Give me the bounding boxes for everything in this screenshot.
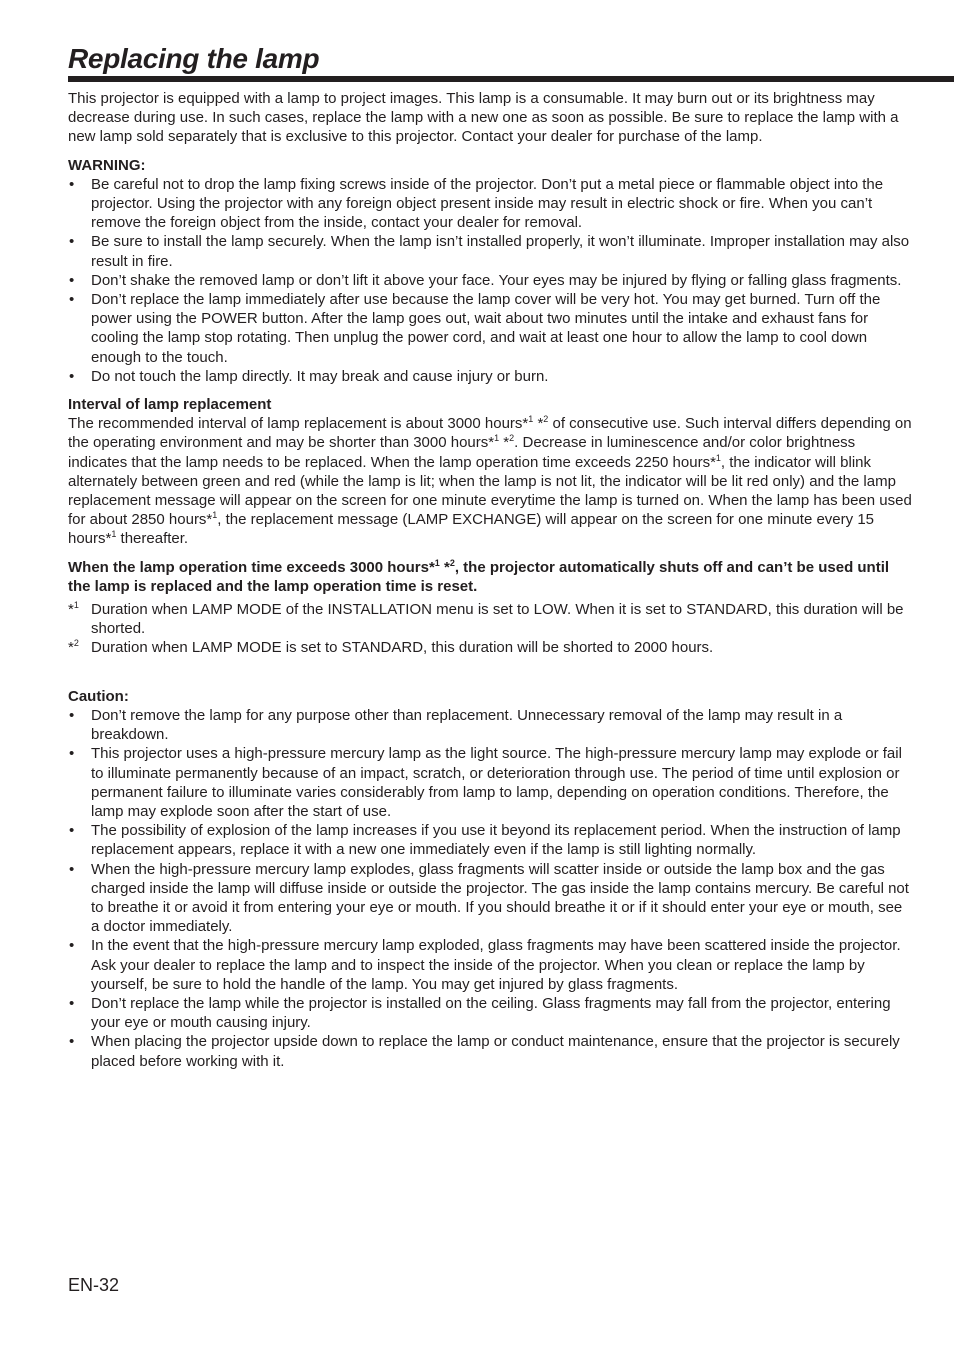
page-number: EN-32 — [68, 1275, 120, 1295]
caution-item: • Don’t remove the lamp for any purpose other than replacement. Unnecessary removal of the lamp may result in a breakdown. — [68, 706, 914, 744]
warning-list — [68, 175, 914, 386]
caution-list — [68, 706, 914, 1071]
footnote-ref: 1 — [212, 510, 218, 521]
interval-text: thereafter. — [116, 530, 189, 548]
footnote-ref: 1 — [434, 557, 440, 568]
warning-item: • Do not touch the lamp directly. It may break and cause injury or burn. — [68, 367, 914, 386]
footnote-number: 2 — [73, 638, 79, 649]
footnote-ref: 2 — [449, 557, 455, 568]
footnote-mark — [68, 600, 79, 619]
warning-item: • Be careful not to drop the lamp fixing screws inside of the projector. Don’t put a metal piece or flammable object into the projector. Using the projector with any foreign object present inside may result in electric shock or fire. When you can’t remove the foreign object from the inside, contact your dealer for removal. — [68, 175, 914, 233]
title-bar — [68, 42, 954, 82]
warning-heading: WARNING: — [68, 156, 146, 174]
interval-text: * — [533, 415, 544, 433]
shutoff-text: When the lamp operation time exceeds 3000 hours* — [68, 558, 435, 576]
caution-item: • This projector uses a high-pressure mercury lamp as the light source. The high-pressure mercury lamp may explode or fail to illuminate permanently because of an impact, scratch, or deterioration through use. The period of time until explosion or permanent failure to illuminate varies considerably from lamp to lamp, depending on operation conditions. Therefore, the lamp may explode soon after the start of use. — [68, 744, 914, 821]
footnote-asterisk: * — [68, 639, 74, 657]
footnote-asterisk: * — [68, 601, 74, 619]
footnote-ref: 1 — [494, 433, 500, 444]
footnote-ref: 2 — [543, 414, 549, 425]
footnote-ref: 1 — [111, 529, 117, 540]
caution-item: • The possibility of explosion of the lamp increases if you use it beyond its replacement period. When the instruction of lamp replacement appears, replace it with a new one immediately even if the lamp is still lighting normally. — [68, 821, 914, 859]
footnote-text: Duration when LAMP MODE of the INSTALLATION menu is set to LOW. When it is set to STANDARD, this duration will be shorted. — [91, 601, 904, 638]
shutoff-text: , the projector automatically shuts off and can’t be used until the lamp is replaced and the lamp operation time is reset. — [68, 558, 890, 595]
footnote-ref: 1 — [715, 452, 721, 463]
caution-heading: Caution: — [68, 687, 129, 705]
warning-item: • Be sure to install the lamp securely. When the lamp isn’t installed properly, it won’t illuminate. Improper installation may also result in fire. — [68, 232, 914, 270]
caution-item: • In the event that the high-pressure mercury lamp exploded, glass fragments may have been scattered inside the projector. Ask your dealer to replace the lamp and to inspect the inside of the projector. When you clean or replace the lamp by yourself, be sure to hold the handle of the lamp. You may get injured by glass fragments. — [68, 936, 914, 994]
caution-item: • When the high-pressure mercury lamp explodes, glass fragments will scatter inside or outside the lamp box and the gas charged inside the lamp will diffuse inside or outside the projector. The gas inside the lamp contains mercury. Be careful not to breathe it or avoid it from entering your eye or mouth. If you should breathe it or if it should enter your eye or mouth, see a doctor immediately. — [68, 860, 914, 937]
footnote — [68, 638, 914, 657]
footnote-ref: 1 — [528, 414, 534, 425]
footnote-number: 1 — [73, 600, 79, 611]
footnote — [68, 600, 914, 638]
interval-heading: Interval of lamp replacement — [68, 396, 272, 414]
interval-text: . Decrease in luminescence and/or color brightness indicates that the lamp needs to be replaced. When the lamp operation time exceeds 2250 hours* — [68, 434, 856, 471]
interval-text: , the indicator will blink alternately between green and red (while the lamp is lit; when the lamp is not lit, the indicator will be lit red only) and the lamp replacement message will appear on the screen for one minute everytime the lamp is turned on. When the lamp has been used for about 2850 hours* — [68, 453, 912, 529]
interval-text: of consecutive use. Such interval differs depending on the operating environment and may be shorter than 3000 hours* — [68, 415, 912, 452]
intro-paragraph: This projector is equipped with a lamp to project images. This lamp is a consumable. It may burn out or its brightness may decrease during use. In such cases, replace the lamp with a new one as soon as possible. Be sure to replace the lamp with a new lamp sold separately that is exclusive to this projector. Contact your dealer for purchase of the lamp. — [68, 90, 899, 146]
footnote-mark — [68, 638, 79, 657]
page-title: Replacing the lamp — [68, 43, 320, 74]
warning-item: • Don’t replace the lamp immediately after use because the lamp cover will be very hot. You may get burned. Turn off the power using the POWER button. After the lamp goes out, wait about two minutes until the intake and exhaust fans for cooling the lamp stop rotating. Then unplug the power cord, and wait at least one hour to allow the lamp to cool down enough to the touch. — [68, 290, 914, 367]
warning-item: • Don’t shake the removed lamp or don’t lift it above your face. Your eyes may be injured by flying or falling glass fragments. — [68, 271, 914, 290]
caution-item: • Don’t replace the lamp while the projector is installed on the ceiling. Glass fragments may fall from the projector, entering your eye or mouth causing injury. — [68, 994, 914, 1032]
interval-text: The recommended interval of lamp replacement is about 3000 hours* — [68, 415, 529, 433]
interval-paragraph — [68, 414, 914, 548]
interval-text: * — [499, 434, 510, 452]
page-content — [68, 89, 914, 1071]
footnote-ref: 2 — [509, 433, 515, 444]
caution-item: • When placing the projector upside down to replace the lamp or conduct maintenance, ensure that the projector is securely placed before working with it. — [68, 1032, 914, 1070]
shutoff-text: * — [439, 558, 450, 576]
footnotes — [68, 600, 914, 658]
interval-text: , the replacement message (LAMP EXCHANGE) will appear on the screen for one minute every 15 hours* — [68, 511, 875, 548]
footnote-text: Duration when LAMP MODE is set to STANDARD, this duration will be shorted to 2000 hours. — [91, 639, 714, 657]
shutoff-paragraph — [68, 558, 914, 596]
